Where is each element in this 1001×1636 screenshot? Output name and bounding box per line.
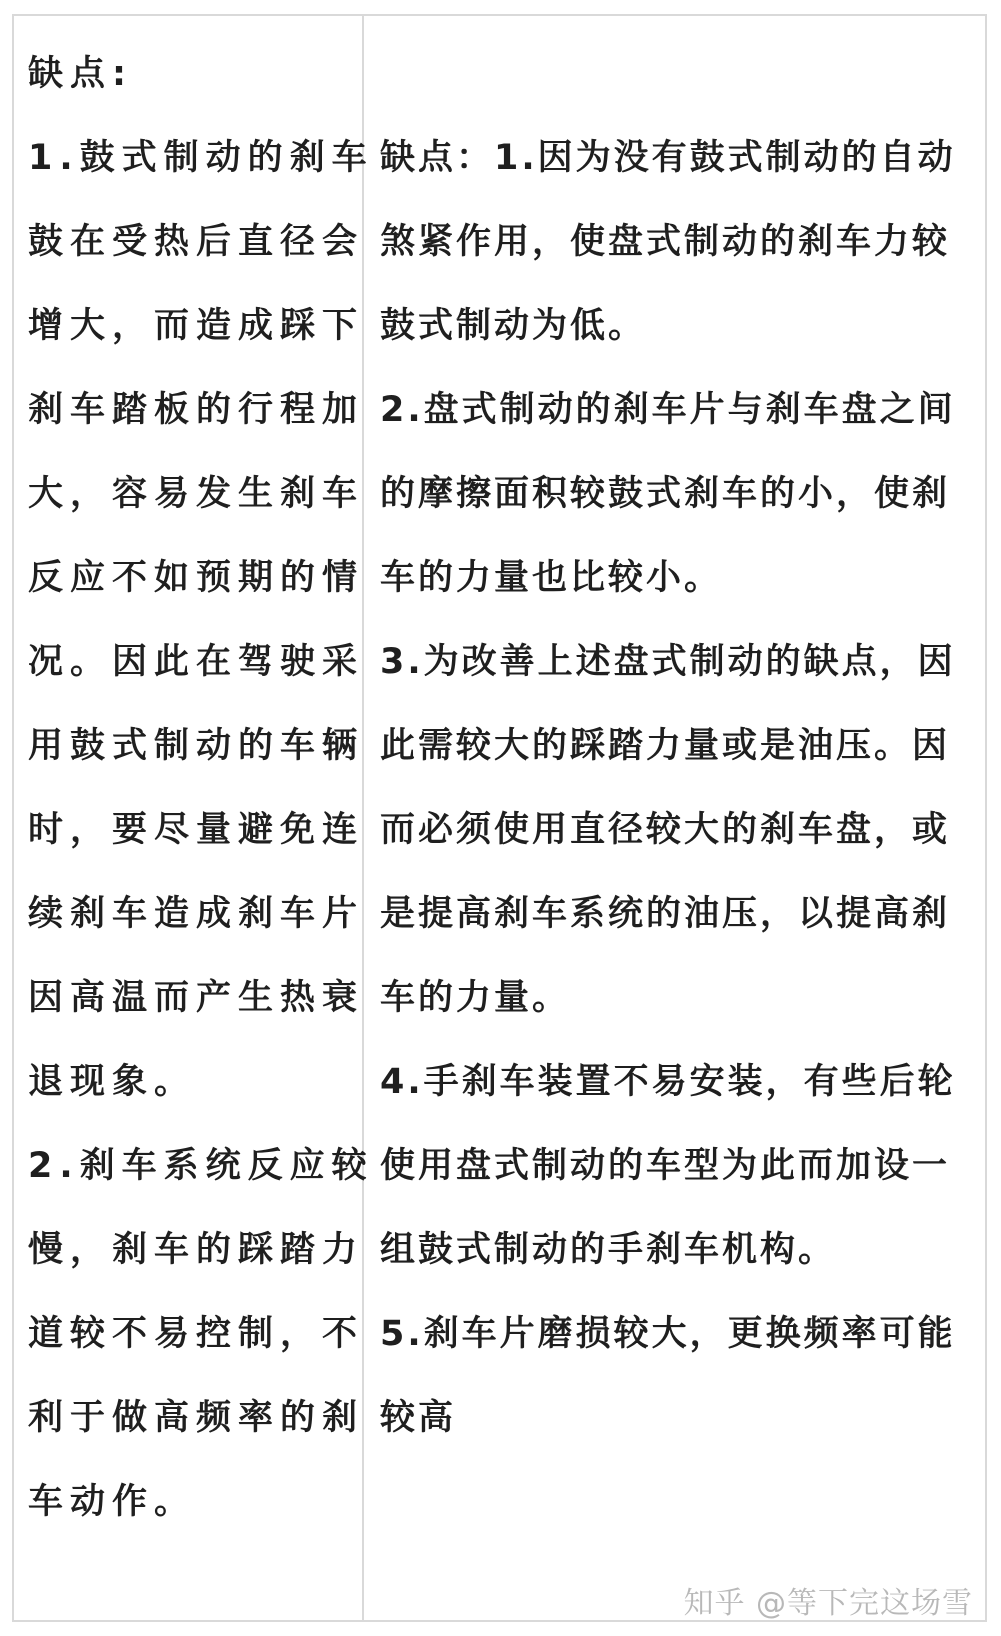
left-line: 增大，而造成踩下 bbox=[28, 306, 365, 346]
right-line: 车的力量。 bbox=[380, 978, 571, 1018]
right-line: 车的力量也比较小。 bbox=[380, 558, 723, 598]
comparison-table bbox=[12, 14, 987, 1622]
left-line: 用鼓式制动的车辆 bbox=[28, 726, 365, 766]
right-line: 而必须使用直径较大的刹车盘，或 bbox=[380, 810, 951, 850]
right-line: 使用盘式制动的车型为此而加设一 bbox=[380, 1146, 951, 1186]
left-line: 缺点: bbox=[28, 54, 133, 94]
right-line: 此需较大的踩踏力量或是油压。因 bbox=[380, 726, 951, 766]
left-line: 1.鼓式制动的刹车 bbox=[28, 138, 374, 178]
right-line: 组鼓式制动的手刹车机构。 bbox=[380, 1230, 837, 1270]
left-line: 慢，刹车的踩踏力 bbox=[28, 1230, 365, 1270]
right-column-cell bbox=[364, 16, 985, 1620]
right-line: 煞紧作用，使盘式制动的刹车力较 bbox=[380, 222, 951, 262]
right-line: 4.手刹车装置不易安装，有些后轮 bbox=[380, 1062, 956, 1102]
left-line: 2.刹车系统反应较 bbox=[28, 1146, 374, 1186]
left-line: 时，要尽量避免连 bbox=[28, 810, 365, 850]
watermark: 知乎 @等下完这场雪 bbox=[683, 1586, 973, 1621]
left-line: 利于做高频率的刹 bbox=[28, 1398, 365, 1438]
left-line: 续刹车造成刹车片 bbox=[28, 894, 365, 934]
left-line: 刹车踏板的行程加 bbox=[28, 390, 365, 430]
right-line: 2.盘式制动的刹车片与刹车盘之间 bbox=[380, 390, 956, 430]
right-line: 缺点：1.因为没有鼓式制动的自动 bbox=[380, 138, 956, 178]
right-line: 是提高刹车系统的油压，以提高刹 bbox=[380, 894, 951, 934]
left-line: 因高温而产生热衰 bbox=[28, 978, 365, 1018]
right-line: 鼓式制动为低。 bbox=[380, 306, 647, 346]
left-line: 道较不易控制，不 bbox=[28, 1314, 365, 1354]
right-line: 3.为改善上述盘式制动的缺点，因 bbox=[380, 642, 956, 682]
right-line: 较高 bbox=[380, 1398, 457, 1438]
left-line: 大，容易发生刹车 bbox=[28, 474, 365, 514]
left-line: 况。因此在驾驶采 bbox=[28, 642, 365, 682]
left-line: 车动作。 bbox=[28, 1482, 197, 1522]
left-column-cell bbox=[14, 16, 374, 1620]
left-line: 鼓在受热后直径会 bbox=[28, 222, 365, 262]
right-line: 的摩擦面积较鼓式刹车的小，使刹 bbox=[380, 474, 951, 514]
left-line: 反应不如预期的情 bbox=[28, 558, 365, 598]
right-line: 5.刹车片磨损较大，更换频率可能 bbox=[380, 1314, 956, 1354]
left-line: 退现象。 bbox=[28, 1062, 197, 1102]
